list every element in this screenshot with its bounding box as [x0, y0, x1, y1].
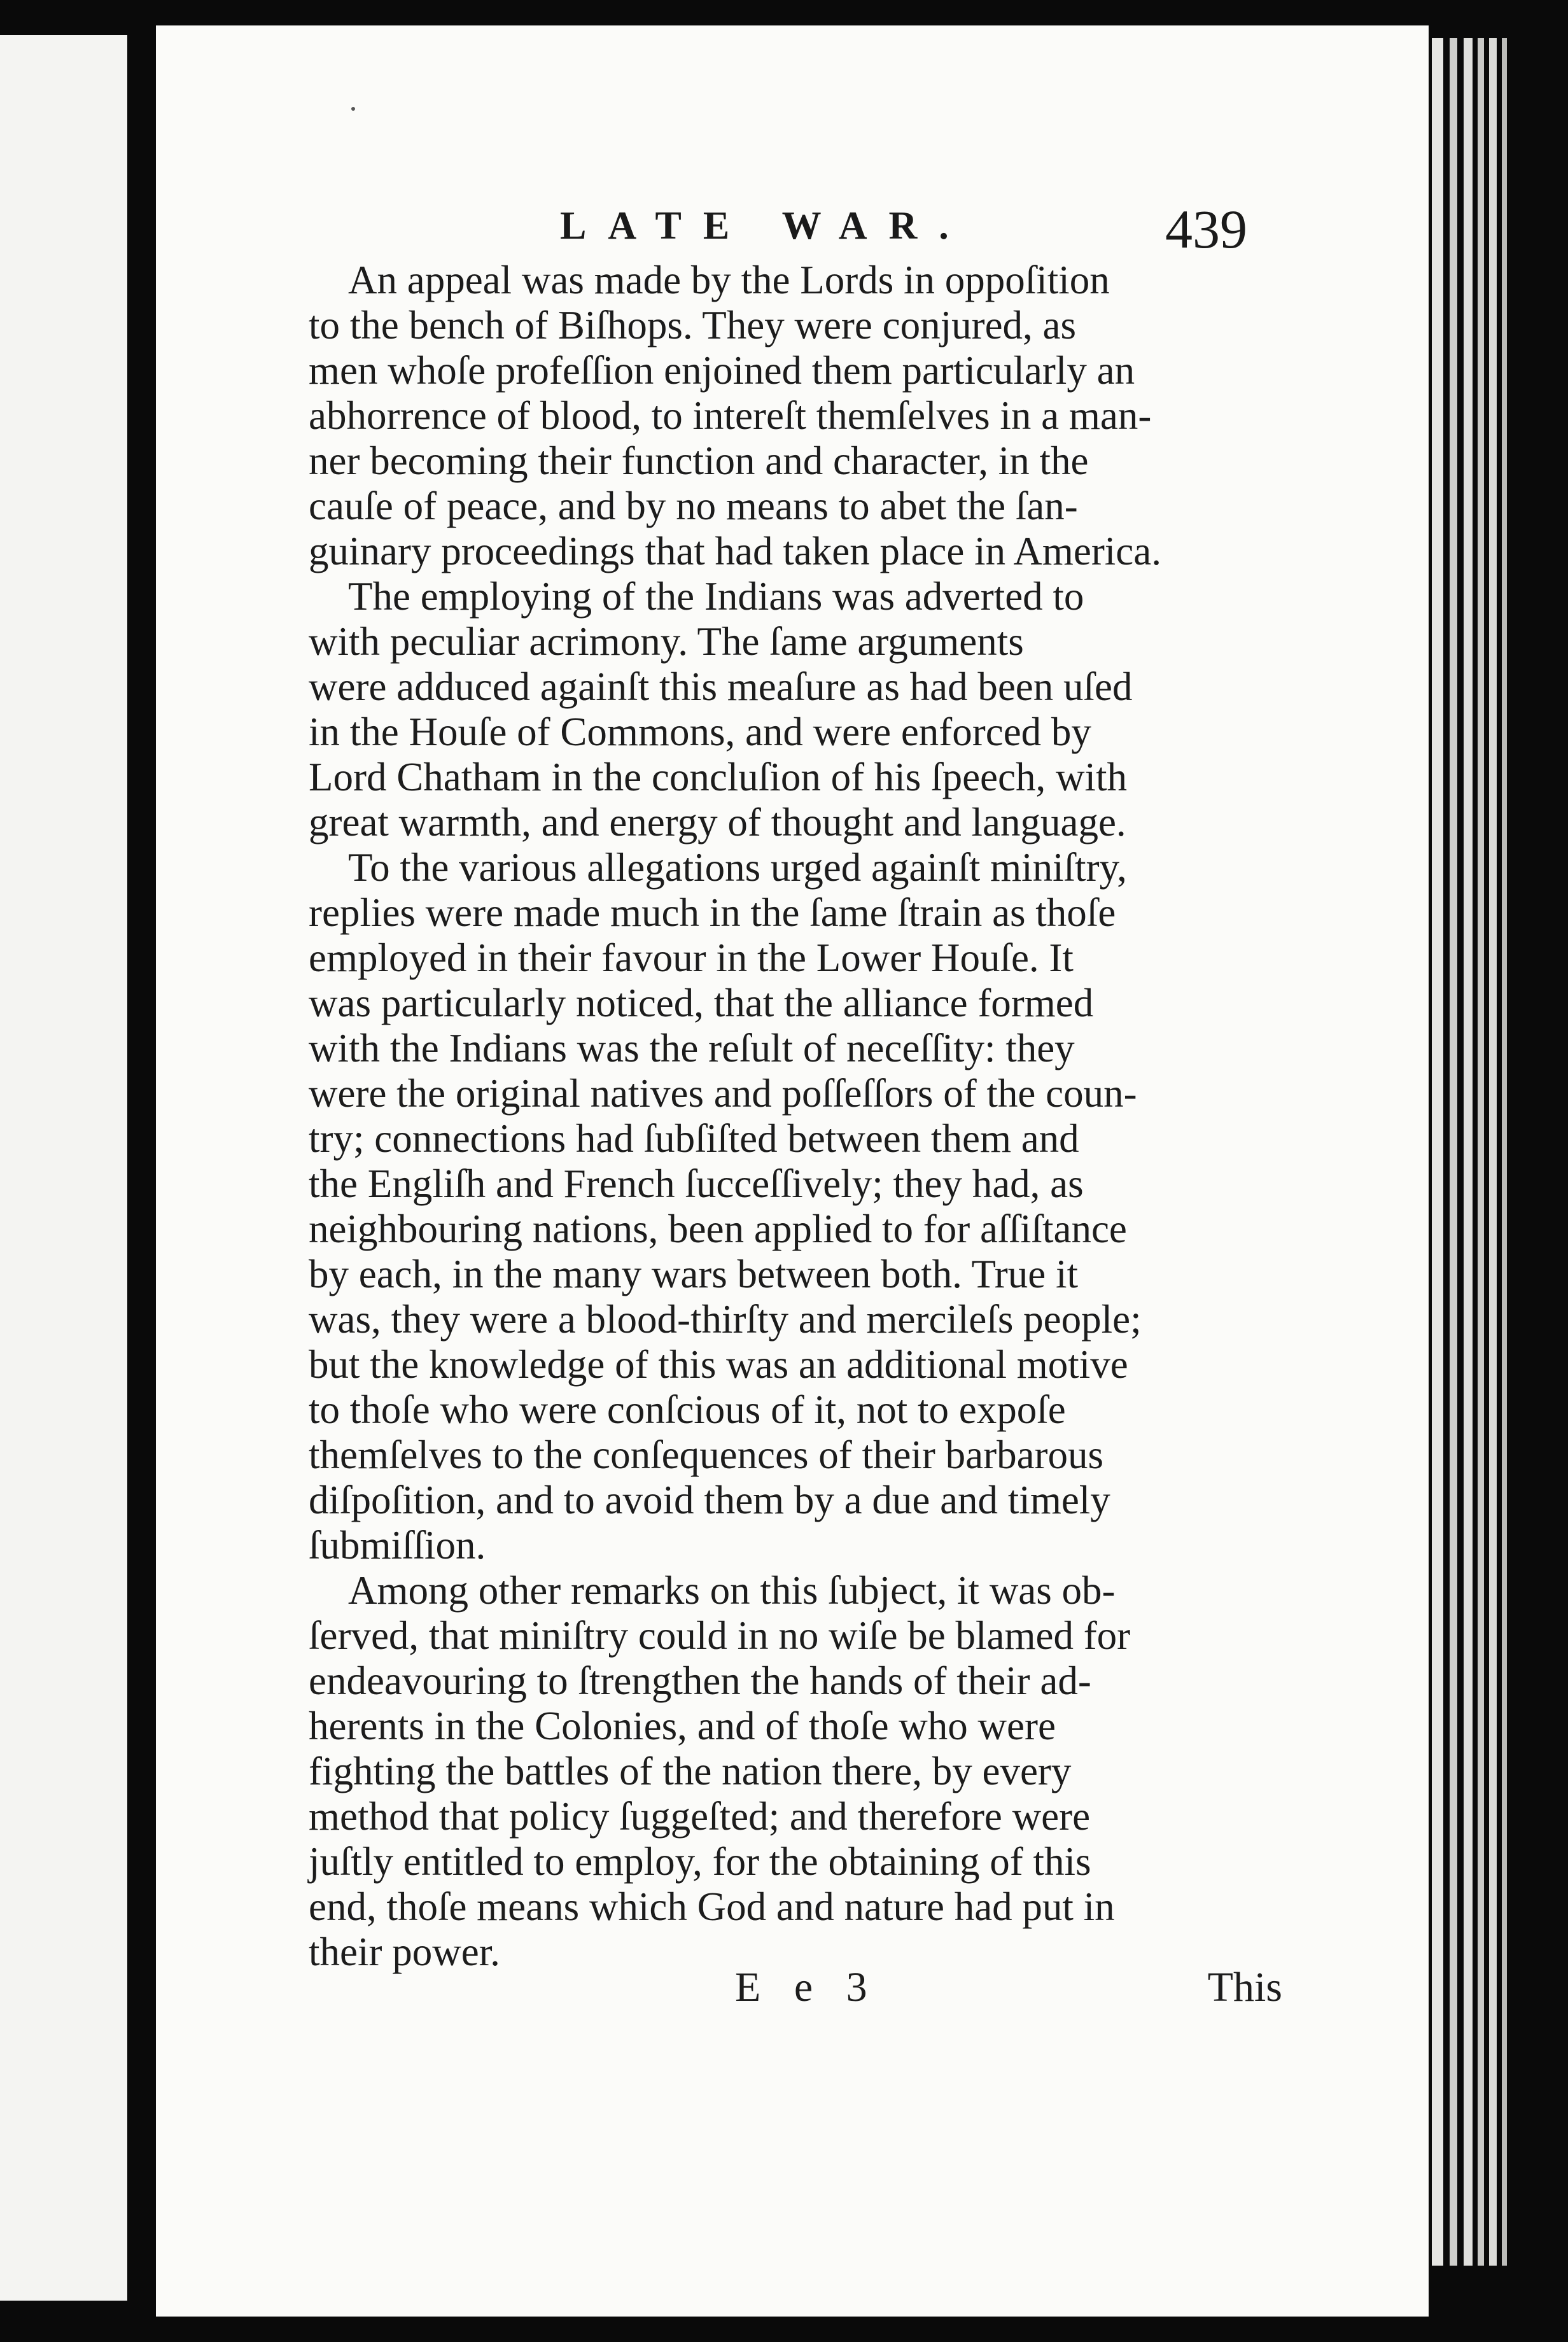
paragraph: Among other remarks on this ſubject, it was ob- ſerved, that miniſtry could in no wiſe be blamed for endeavouring to ſtrengthen the hands of their ad- herents in the Colonies, and of thoſe who were fighting the battles of the nation there, by every method that policy ſuggeſted; and therefore were juſtly entitled to employ, for the obtaining of this end, thoſe means which God and nature had put in their power.: [309, 1568, 1131, 1974]
catchword: This: [1207, 1964, 1282, 2010]
page-edge-strip: [1432, 38, 1443, 2266]
paragraph: An appeal was made by the Lords in oppoſition to the bench of Biſhops. They were conjured, as men whoſe profeſſion enjoined them particularly an abhorrence of blood, to intereſt themſelves in a man- ner becoming their function and character, in the cauſe of peace, and by no means to abet the ſan- guinary proceedings that had taken place in America.: [309, 258, 1161, 573]
body-text: [309, 258, 1282, 1975]
ink-speck: [351, 107, 355, 111]
page-edge-strip: [1502, 38, 1507, 2266]
page-header: [560, 197, 1260, 267]
page-edge-strip: [1464, 38, 1473, 2266]
paragraph: The employing of the Indians was adverted to with peculiar acrimony. The ſame arguments were adduced againſt this meaſure as had been uſed in the Houſe of Commons, and were enforced by Lord Chatham in the concluſion of his ſpeech, with great warmth, and energy of thought and language.: [309, 574, 1133, 845]
facing-page-edge: [0, 35, 127, 2301]
signature-mark: E e 3: [735, 1964, 879, 2010]
page-number: 439: [1165, 199, 1247, 260]
page-edge-strip: [1489, 38, 1497, 2266]
page-edge-strip: [1450, 38, 1457, 2266]
paragraph: To the various allegations urged againſt miniſtry, replies were made much in the ſame ſtrain as thoſe employed in their favour in the Lower Houſe. It was particularly noticed, that the alliance formed with the Indians was the reſult of neceſſity: they were the original natives and poſſeſſors of the coun- try; connections had ſubſiſted between them and the Engliſh and French ſucceſſively; they had, as neighbouring nations, been applied to for aſſiſtance by each, in the many wars between both. True it was, they were a blood-thirſty and mercileſs people; but the knowledge of this was an additional motive to thoſe who were conſcious of it, not to expoſe themſelves to the conſequences of their barbarous diſpoſition, and to avoid them by a due and timely ſubmiſſion.: [309, 845, 1142, 1567]
page-edge-strip: [1478, 38, 1484, 2266]
page-footer: [309, 1963, 1282, 2021]
running-title: LATE WAR.: [560, 204, 970, 248]
